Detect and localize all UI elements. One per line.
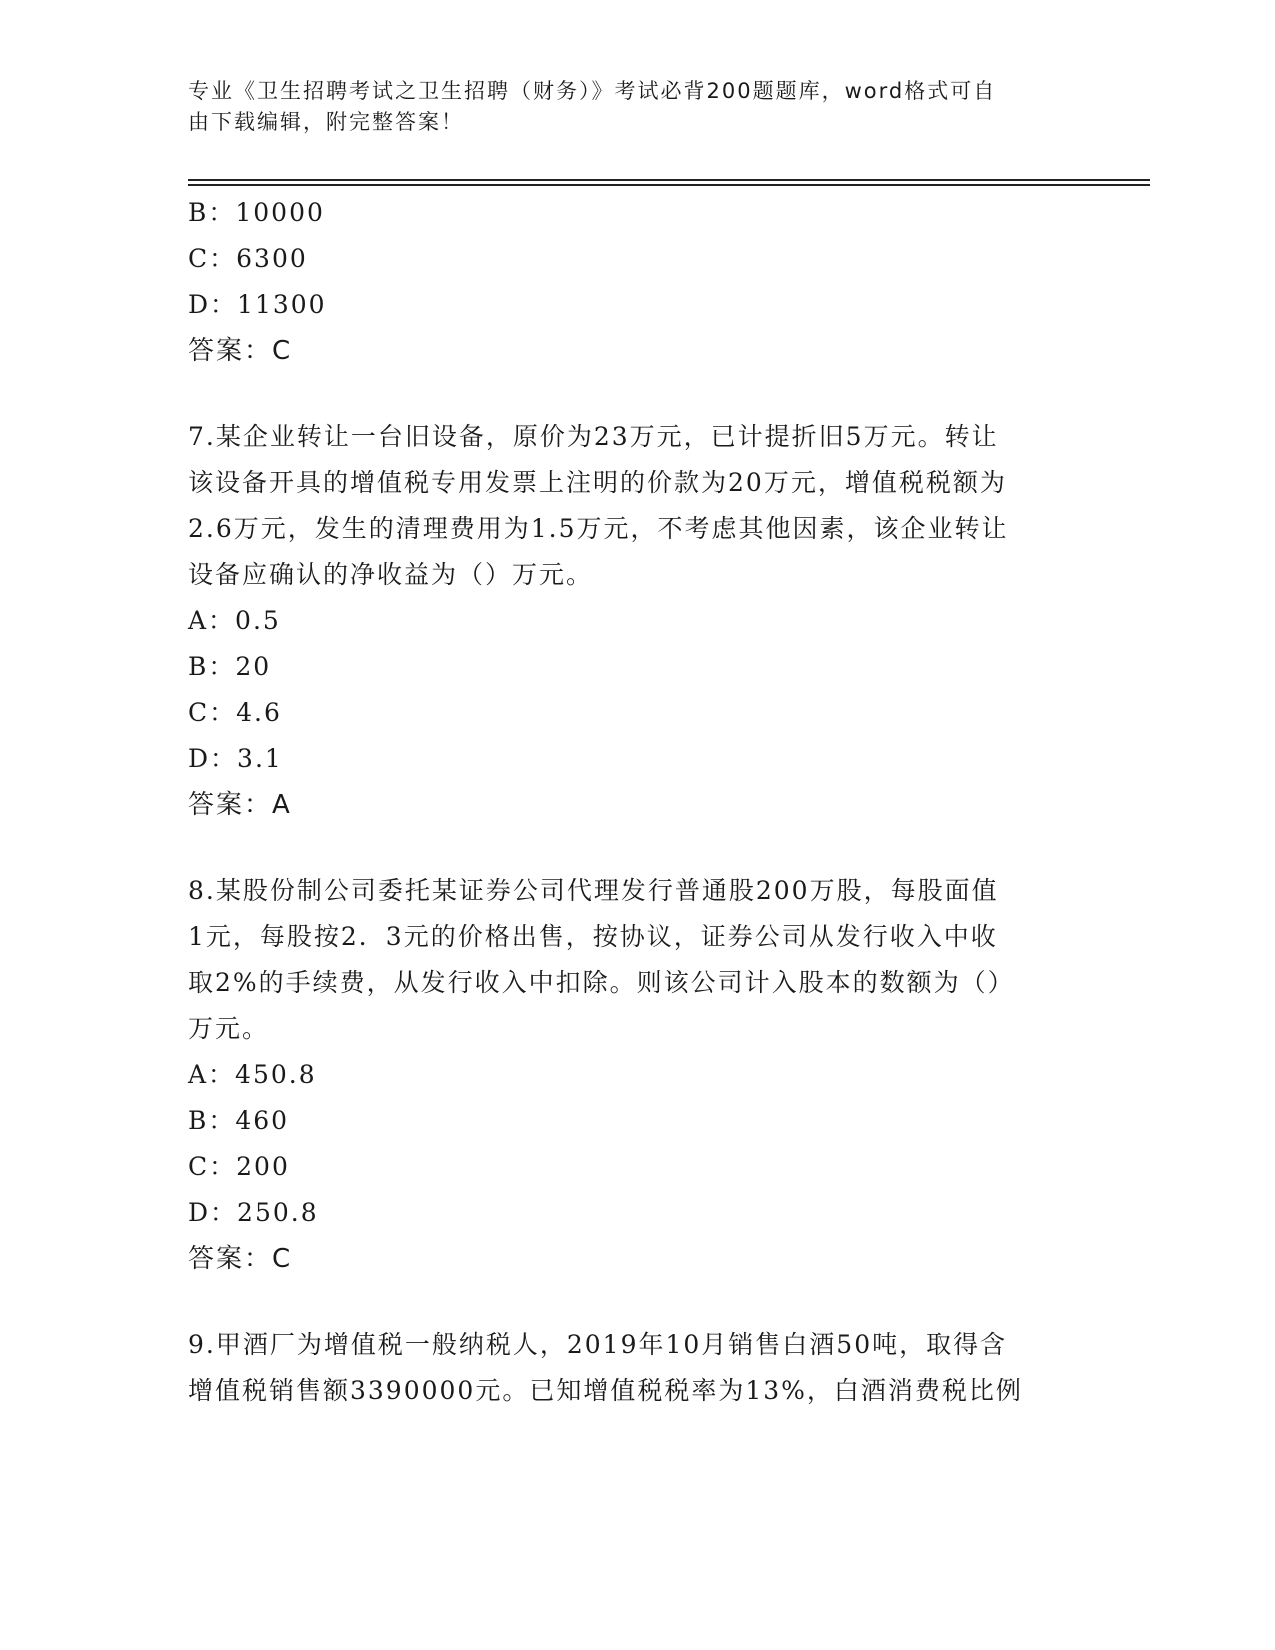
option-b: B：460	[188, 1106, 290, 1135]
question-text-line: 万元。	[188, 1014, 270, 1043]
question-9	[188, 1322, 1088, 1414]
answer-line: 答案：A	[188, 790, 292, 820]
header-rule	[188, 184, 1150, 186]
question-text-line: 1元，每股按2．3元的价格出售，按协议，证券公司从发行收入中收	[188, 922, 998, 951]
question-text-line: 增值税销售额3390000元。已知增值税税率为13%，白酒消费税比例	[188, 1376, 1023, 1405]
option-b: B：10000	[188, 198, 325, 227]
header-line: 专业《卫生招聘考试之卫生招聘（财务）》考试必背200题题库，word格式可自	[188, 79, 997, 103]
header-rule	[188, 179, 1150, 181]
option-b: B：20	[188, 652, 272, 681]
question-text-line: 8.某股份制公司委托某证券公司代理发行普通股200万股，每股面值	[188, 876, 999, 905]
document-body	[188, 190, 1088, 1414]
header-line: 由下载编辑，附完整答案！	[188, 110, 464, 134]
option-d: D：250.8	[188, 1198, 319, 1227]
option-c: C：6300	[188, 244, 308, 273]
document-header	[188, 76, 1068, 138]
question-7	[188, 414, 1088, 828]
answer-line: 答案：C	[188, 336, 293, 366]
option-a: A：450.8	[188, 1060, 317, 1089]
answer-line: 答案：C	[188, 1244, 293, 1274]
question-8	[188, 868, 1088, 1282]
question-text-line: 该设备开具的增值税专用发票上注明的价款为20万元，增值税税额为	[188, 468, 1007, 497]
question-text-line: 2.6万元，发生的清理费用为1.5万元，不考虑其他因素，该企业转让	[188, 514, 1009, 543]
option-d: D：3.1	[188, 744, 283, 773]
option-a: A：0.5	[188, 606, 281, 635]
option-d: D：11300	[188, 290, 327, 319]
question-text-line: 9.甲酒厂为增值税一般纳税人，2019年10月销售白酒50吨，取得含	[188, 1330, 1008, 1359]
question-6-tail	[188, 190, 1088, 374]
question-text-line: 设备应确认的净收益为（）万元。	[188, 560, 594, 589]
question-text-line: 取2%的手续费，从发行收入中扣除。则该公司计入股本的数额为（）	[188, 968, 1015, 997]
option-c: C：4.6	[188, 698, 282, 727]
option-c: C：200	[188, 1152, 290, 1181]
question-text-line: 7.某企业转让一台旧设备，原价为23万元，已计提折旧5万元。转让	[188, 422, 999, 451]
